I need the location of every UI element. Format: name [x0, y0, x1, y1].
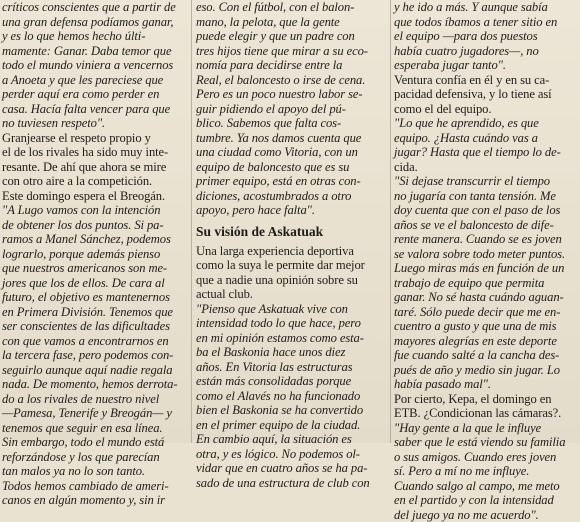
- quote-text-line: "Lo que he aprendido, es que: [394, 116, 578, 131]
- quote-text-line: se valora sobre todo meter puntos.: [394, 247, 578, 262]
- body-text-line: como el del equipo.: [394, 102, 578, 117]
- quote-text-line: reforzándose y los que parecían: [2, 450, 186, 465]
- quote-text-line: ganar. No sé hasta cuándo aguan-: [394, 290, 578, 305]
- quote-text-line: tenemos que seguir en esa línea.: [2, 421, 186, 436]
- quote-text-line: mamente: Ganar. Daba temor que: [2, 44, 186, 59]
- quote-text-line: guir pidiendo el apoyo del pú-: [196, 102, 386, 117]
- quote-text-line: primer equipo, está en otras con-: [196, 174, 386, 189]
- quote-text-line: do a los rivales de nuestro nivel: [2, 392, 186, 407]
- quote-text-line: tan malos ya no lo son tanto.: [2, 464, 186, 479]
- quote-text-line: años se ve el baloncesto de dife-: [394, 218, 578, 233]
- quote-text-line: sado de una estructura de club con: [196, 476, 386, 491]
- quote-text-line: fue cuando salté a la cancha des-: [394, 348, 578, 363]
- quote-text-line: equipo de baloncesto que es su: [196, 160, 386, 175]
- body-text-line: cida.: [394, 160, 578, 175]
- quote-text-line: diciones, acostumbrados a otro: [196, 189, 386, 204]
- quote-text-line: saber que le está viendo su familia: [394, 435, 578, 450]
- article-column-1: [2, 0, 186, 443]
- quote-text-line: "Hay gente a la que le influye: [394, 421, 578, 436]
- quote-text-line: de obtener los dos puntos. Si pa-: [2, 218, 186, 233]
- section-heading: Su visión de Askatuak: [196, 224, 386, 240]
- quote-text-line: pués de año y medio sin jugar. Lo: [394, 363, 578, 378]
- quote-text-line: casa. Hacía falta vencer para que: [2, 102, 186, 117]
- quote-text-line: en mi opinión estamos como esta-: [196, 331, 386, 346]
- quote-text-line: esperaba jugar tanto".: [394, 58, 578, 73]
- body-text-line: que a nadie una opinión sobre su: [196, 273, 386, 288]
- quote-text-line: no jugaría con tanta tensión. Me: [394, 189, 578, 204]
- body-text-line: Ventura confía en él y en su ca-: [394, 73, 578, 88]
- quote-text-line: Real, el baloncesto o irse de cena.: [196, 73, 386, 88]
- quote-text-line: tumbre. Ya nos damos cuenta que: [196, 131, 386, 146]
- quote-text-line: intensidad todo lo que hace, pero: [196, 316, 386, 331]
- quote-text-line: mayores alegrías en este deporte: [394, 334, 578, 349]
- quote-text-line: o sus amigos. Cuando eres joven: [394, 450, 578, 465]
- quote-text-line: jugar? Hasta que el tiempo lo de-: [394, 145, 578, 160]
- body-text-line: resante. De ahí que ahora se mire: [2, 160, 186, 175]
- quote-text-line: rente manera. Cuando se es joven: [394, 232, 578, 247]
- quote-text-line: Luego miras más en función de un: [394, 261, 578, 276]
- quote-text-line: en el primer equipo de la ciudad.: [196, 418, 386, 433]
- quote-text-line: futuro, el objetivo es mantenernos: [2, 290, 186, 305]
- quote-text-line: en el partido y con la intensidad: [394, 493, 578, 508]
- body-text-line: Granjearse el respeto propio y: [2, 131, 186, 146]
- quote-text-line: ba el Baskonia hace unos diez: [196, 345, 386, 360]
- quote-text-line: —Pamesa, Tenerife y Breogán— y: [2, 406, 186, 421]
- quote-text-line: cuentro a gusto y que una de mis: [394, 319, 578, 334]
- quote-text-line: canos en algún momento y, sin ir: [2, 493, 186, 508]
- quote-text-line: seguirlo aunque aquí nadie regala: [2, 363, 186, 378]
- body-text-line: ETB. ¿Condicionan las cámaras?.: [394, 406, 578, 421]
- quote-text-line: "Pienso que Askatuak vive con: [196, 302, 386, 317]
- quote-text-line: "Si dejase transcurrir el tiempo: [394, 174, 578, 189]
- quote-text-line: el equipo —para dos puestos: [394, 29, 578, 44]
- quote-text-line: a Anoeta y que les pareciese que: [2, 73, 186, 88]
- quote-text-line: Todos hemos cambiado de ameri-: [2, 479, 186, 494]
- quote-text-line: equipo. ¿Hasta cuándo vas a: [394, 131, 578, 146]
- quote-text-line: ser conscientes de las dificultades: [2, 319, 186, 334]
- quote-text-line: puede elegir y que un padre con: [196, 29, 386, 44]
- quote-text-line: perder aquí era como perder en: [2, 87, 186, 102]
- quote-text-line: como el Alavés no ha funcionado: [196, 389, 386, 404]
- quote-text-line: no tuviesen respeto".: [2, 116, 186, 131]
- quote-text-line: en Primera División. Tenemos que: [2, 305, 186, 320]
- column-divider: [390, 0, 391, 443]
- body-text-line: Este domingo espera el Breogán.: [2, 189, 186, 204]
- quote-text-line: críticos conscientes que a partir de: [2, 0, 186, 15]
- quote-text-line: y he ido a más. Y aunque sabía: [394, 0, 578, 15]
- quote-text-line: que nuestros americanos son me-: [2, 261, 186, 276]
- quote-text-line: apoyo, pero hace falta".: [196, 203, 386, 218]
- body-text-line: pacidad defensiva, y lo tiene así: [394, 87, 578, 102]
- quote-text-line: nada. De momento, hemos derrota-: [2, 377, 186, 392]
- quote-text-line: con que vamos a encontrarnos en: [2, 334, 186, 349]
- quote-text-line: bien el Baskonia se ha convertido: [196, 403, 386, 418]
- quote-text-line: años. En Vitoria las estructuras: [196, 360, 386, 375]
- quote-text-line: otra, y es lógico. No podemos ol-: [196, 447, 386, 462]
- body-text-line: Por cierto, Kepa, el domingo en: [394, 392, 578, 407]
- quote-text-line: Sin embargo, todo el mundo está: [2, 435, 186, 450]
- quote-text-line: lograrlo, porque además pienso: [2, 247, 186, 262]
- quote-text-line: ramos a Manel Sánchez, podemos: [2, 232, 186, 247]
- quote-text-line: había pasado mal".: [394, 377, 578, 392]
- quote-text-line: y es lo que hemos hecho últi-: [2, 29, 186, 44]
- quote-text-line: Pero es un poco nuestro labor se-: [196, 87, 386, 102]
- quote-text-line: blico. Sabemos que falta cos-: [196, 116, 386, 131]
- quote-text-line: En cambio aquí, la situación es: [196, 432, 386, 447]
- body-text-line: con otro aire a la competición.: [2, 174, 186, 189]
- quote-text-line: están más consolidadas porque: [196, 374, 386, 389]
- quote-text-line: vidar que en cuatro años se ha pa-: [196, 461, 386, 476]
- article-column-2: [196, 0, 386, 443]
- body-text-line: Una larga experiencia deportiva: [196, 244, 386, 259]
- quote-text-line: la tercera fase, pero podemos con-: [2, 348, 186, 363]
- quote-text-line: que todos íbamos a tener sitio en: [394, 15, 578, 30]
- quote-text-line: trabajo de equipo que permita: [394, 276, 578, 291]
- article-column-3: [394, 0, 578, 443]
- quote-text-line: Cuando salgo al campo, me meto: [394, 479, 578, 494]
- body-text-line: como la suya le permite dar mejor: [196, 258, 386, 273]
- quote-text-line: eso. Con el fútbol, con el balon-: [196, 0, 386, 15]
- quote-text-line: "A Lugo vamos con la intención: [2, 203, 186, 218]
- quote-text-line: nomía para decidirse entre la: [196, 58, 386, 73]
- quote-text-line: jores que los de ellos. De cara al: [2, 276, 186, 291]
- quote-text-line: sí. Pero a mí no me influye.: [394, 464, 578, 479]
- body-text-line: el de los rivales ha sido muy inte-: [2, 145, 186, 160]
- quote-text-line: una ciudad como Vitoria, con un: [196, 145, 386, 160]
- quote-text-line: taré. Sólo puede decir que me en-: [394, 305, 578, 320]
- quote-text-line: doy cuenta que con el paso de los: [394, 203, 578, 218]
- quote-text-line: del juego ya no me acuerdo".: [394, 508, 578, 522]
- body-text-line: actual club.: [196, 287, 386, 302]
- quote-text-line: mano, la pelota, que la gente: [196, 15, 386, 30]
- column-divider: [191, 0, 192, 443]
- quote-text-line: una gran defensa podíamos ganar,: [2, 15, 186, 30]
- quote-text-line: tres hijos tiene que mirar a su eco-: [196, 44, 386, 59]
- quote-text-line: todo el mundo viniera a vencernos: [2, 58, 186, 73]
- quote-text-line: había cuatro jugadores—, no: [394, 44, 578, 59]
